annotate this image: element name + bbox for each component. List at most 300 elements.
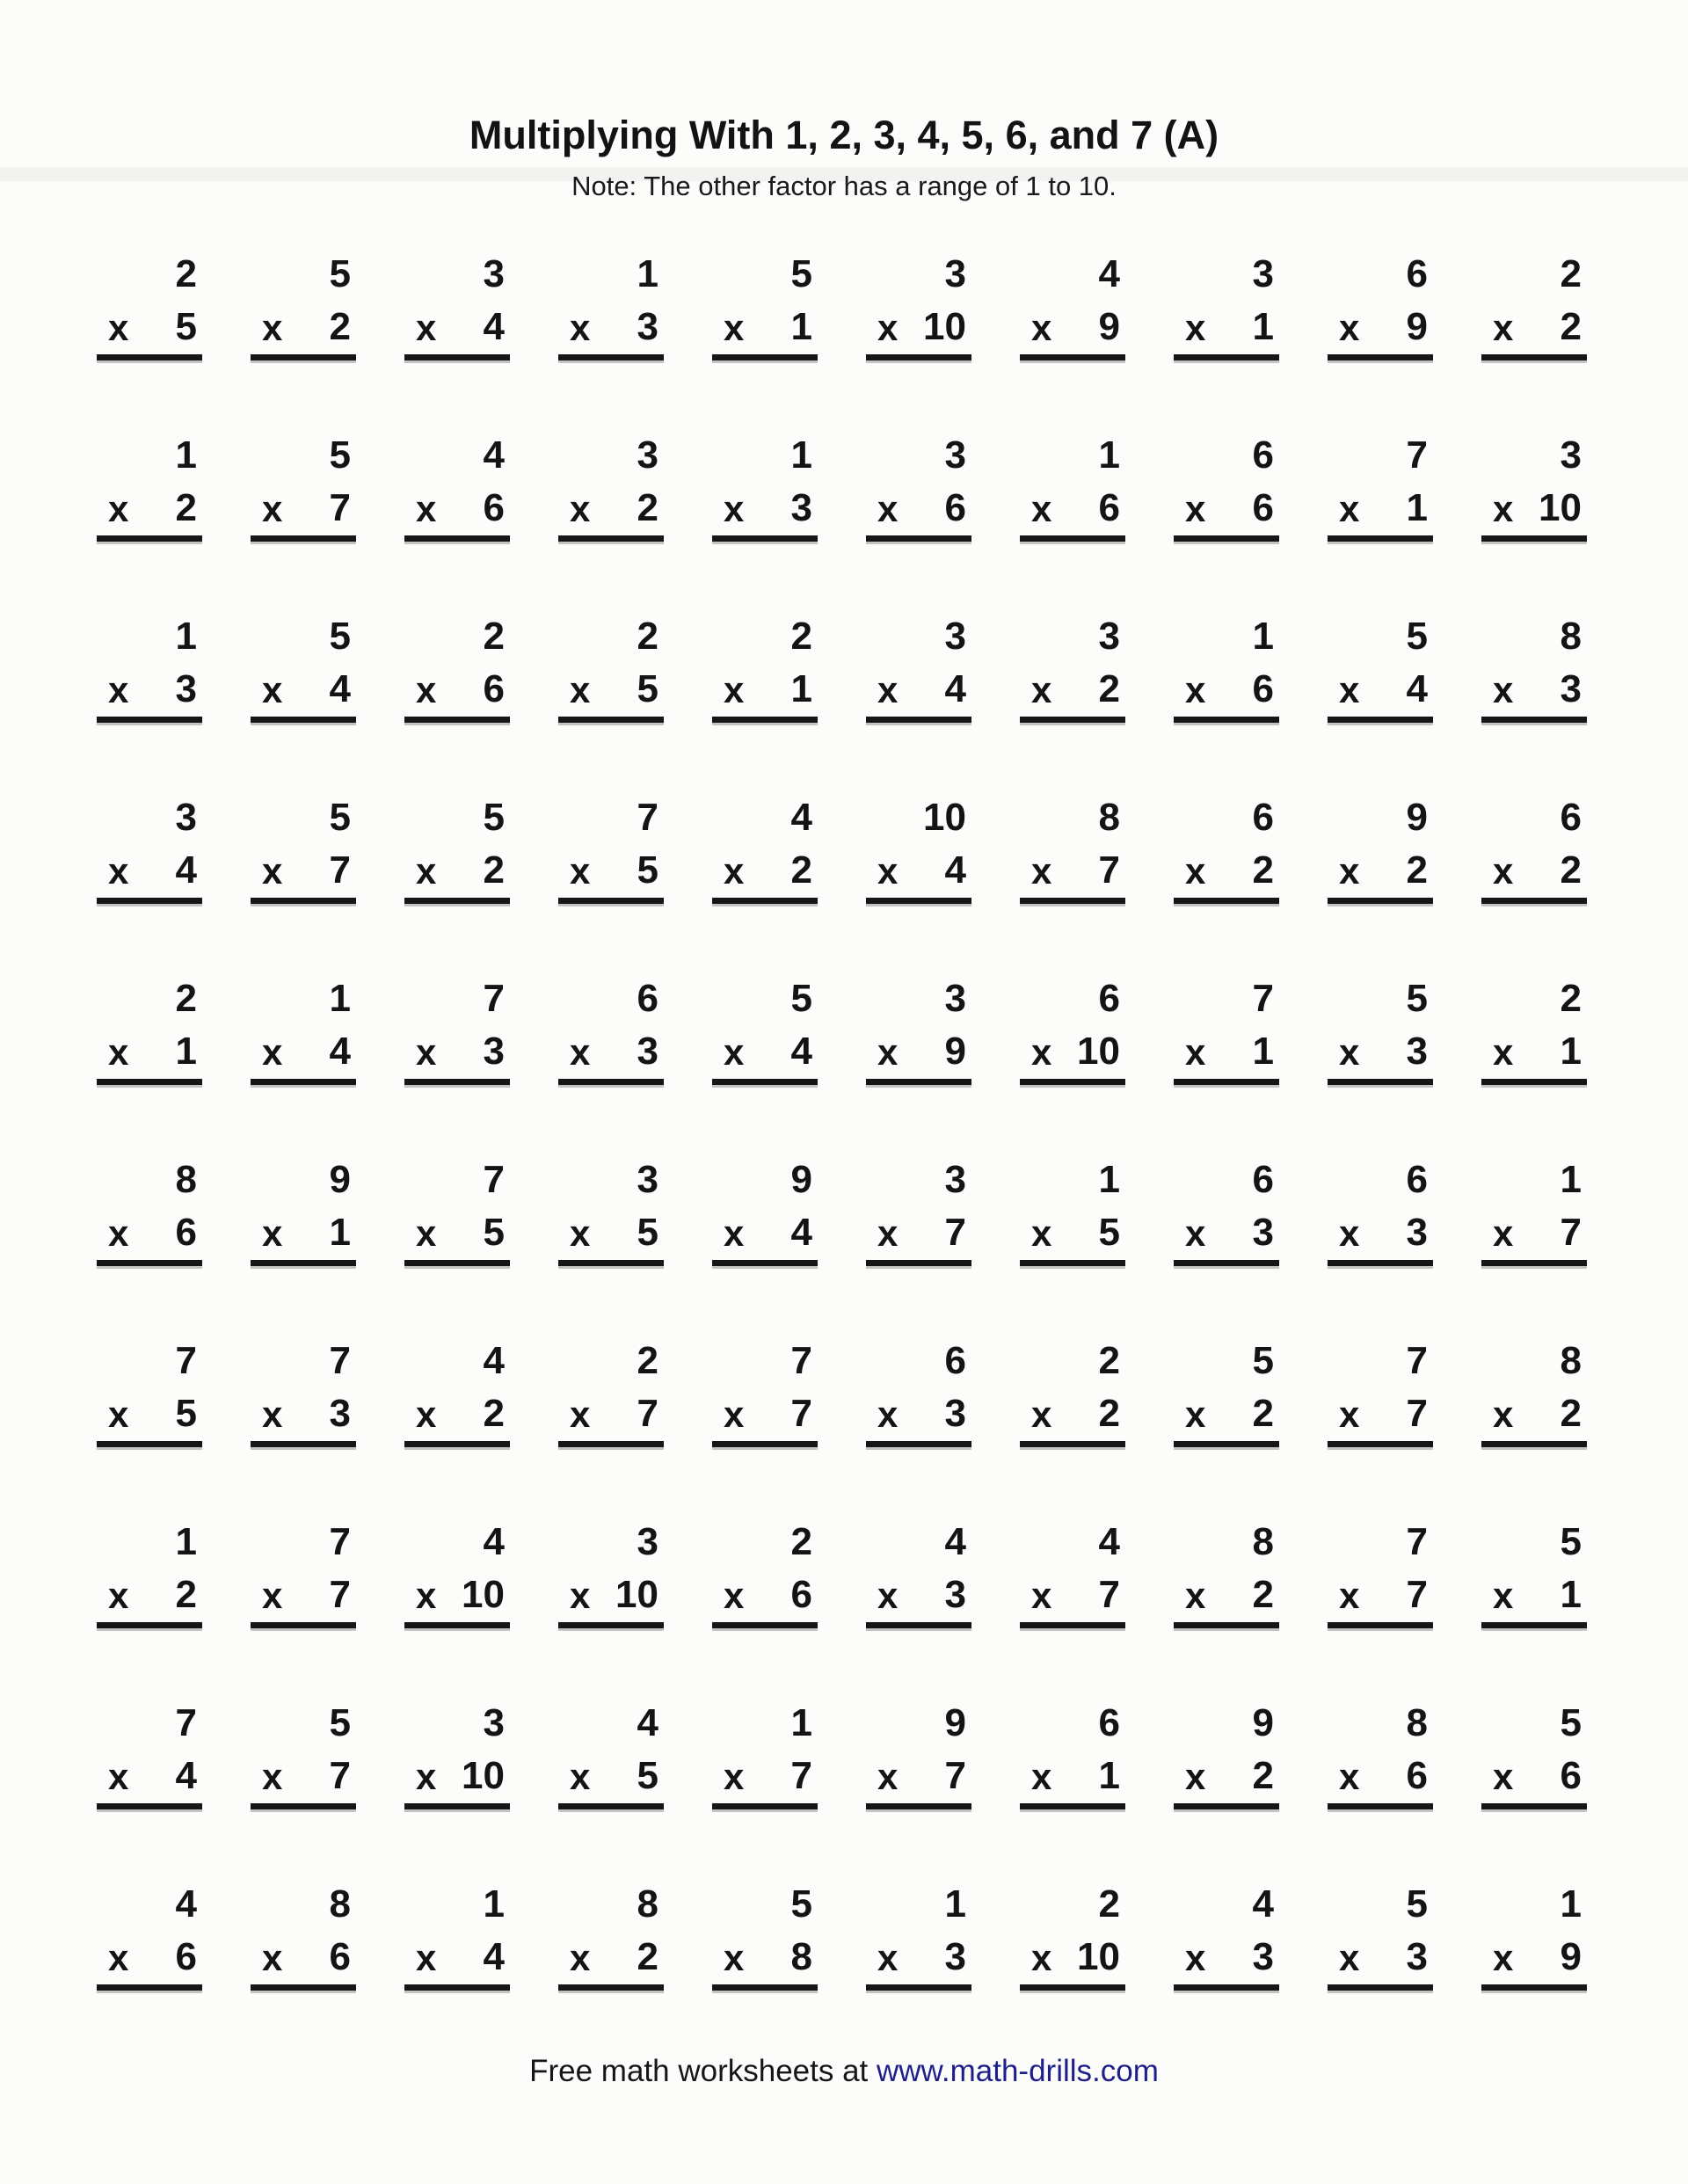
multiplier-row bbox=[1020, 305, 1125, 360]
multiply-sign: x bbox=[1185, 1937, 1206, 1978]
multiplier-row bbox=[97, 1213, 202, 1266]
multiplier-row bbox=[404, 1573, 510, 1628]
problem-cell bbox=[1481, 433, 1587, 542]
problem-cell bbox=[251, 617, 356, 723]
multiplier-row bbox=[712, 486, 818, 542]
multiply-sign: x bbox=[724, 1756, 745, 1797]
multiplier: 3 bbox=[1252, 1211, 1274, 1254]
multiplicand: 6 bbox=[637, 977, 658, 1020]
multiplier: 1 bbox=[1252, 1030, 1274, 1073]
multiplier: 3 bbox=[483, 1030, 505, 1073]
problem-cell bbox=[1020, 1520, 1125, 1628]
multiplier: 3 bbox=[944, 1392, 966, 1435]
multiplier-row bbox=[1481, 848, 1587, 904]
multiply-sign: x bbox=[108, 669, 129, 710]
multiplier: 7 bbox=[1406, 1573, 1428, 1616]
problem-cell bbox=[558, 252, 664, 360]
multiply-sign: x bbox=[1185, 1394, 1206, 1435]
multiplicand: 4 bbox=[944, 1520, 966, 1563]
multiplier-row bbox=[1328, 1935, 1433, 1991]
multiplier: 5 bbox=[175, 305, 197, 348]
multiplier-row bbox=[1020, 848, 1125, 904]
problem-cell bbox=[1328, 1520, 1433, 1628]
multiplier: 2 bbox=[1560, 848, 1582, 892]
problem-cell bbox=[1174, 1158, 1279, 1266]
multiplier: 2 bbox=[483, 848, 505, 892]
problem-cell bbox=[251, 1701, 356, 1809]
multiply-sign: x bbox=[1493, 1937, 1514, 1978]
multiply-sign: x bbox=[877, 488, 899, 529]
multiplier: 3 bbox=[175, 667, 197, 710]
problem-cell bbox=[712, 1520, 818, 1628]
multiplicand: 4 bbox=[790, 796, 812, 839]
multiply-sign: x bbox=[1031, 669, 1052, 710]
multiplier-row bbox=[558, 1935, 664, 1991]
multiplier-row bbox=[1020, 1573, 1125, 1628]
multiplier-row bbox=[404, 1032, 510, 1085]
problem-cell bbox=[1328, 1158, 1433, 1266]
multiply-sign: x bbox=[1339, 1394, 1360, 1435]
multiplicand: 5 bbox=[329, 433, 351, 477]
multiplier: 7 bbox=[329, 486, 351, 529]
multiply-sign: x bbox=[877, 1575, 899, 1616]
multiplicand: 4 bbox=[637, 1701, 658, 1744]
problem-cell bbox=[1481, 979, 1587, 1085]
multiplier: 7 bbox=[790, 1754, 812, 1797]
problem-cell bbox=[1328, 433, 1433, 542]
multiply-sign: x bbox=[1339, 1031, 1360, 1073]
multiply-sign: x bbox=[416, 1575, 437, 1616]
multiplier-row bbox=[1328, 848, 1433, 904]
multiply-sign: x bbox=[262, 307, 283, 348]
multiplier: 2 bbox=[175, 1573, 197, 1616]
multiplier-row bbox=[1174, 667, 1279, 723]
multiplier-row bbox=[712, 848, 818, 904]
multiply-sign: x bbox=[1031, 850, 1052, 892]
multiplier-row bbox=[1328, 305, 1433, 360]
multiplicand: 5 bbox=[1406, 1882, 1428, 1926]
multiplicand: 2 bbox=[637, 1339, 658, 1382]
multiplier: 7 bbox=[944, 1754, 966, 1797]
multiplicand: 1 bbox=[175, 615, 197, 658]
multiplier-row bbox=[712, 305, 818, 360]
multiplier: 3 bbox=[1560, 667, 1582, 710]
problem-cell bbox=[1020, 798, 1125, 904]
multiplier: 2 bbox=[483, 1392, 505, 1435]
problem-cell bbox=[404, 433, 510, 542]
multiplier-row bbox=[404, 1754, 510, 1809]
multiplicand: 7 bbox=[1406, 433, 1428, 477]
multiplier-row bbox=[712, 1394, 818, 1447]
problem-cell bbox=[712, 433, 818, 542]
multiply-sign: x bbox=[108, 1756, 129, 1797]
multiplier-row bbox=[97, 1573, 202, 1628]
problem-cell bbox=[1174, 433, 1279, 542]
multiplicand: 2 bbox=[1560, 252, 1582, 295]
multiplier: 5 bbox=[1098, 1211, 1120, 1254]
multiply-sign: x bbox=[724, 1937, 745, 1978]
multiplier: 2 bbox=[1406, 848, 1428, 892]
multiply-sign: x bbox=[877, 307, 899, 348]
multiplicand: 7 bbox=[1406, 1339, 1428, 1382]
multiplier: 9 bbox=[1406, 305, 1428, 348]
multiply-sign: x bbox=[724, 850, 745, 892]
multiplier: 5 bbox=[483, 1211, 505, 1254]
multiply-sign: x bbox=[724, 1575, 745, 1616]
problem-cell bbox=[1020, 433, 1125, 542]
multiplier: 3 bbox=[1406, 1030, 1428, 1073]
multiply-sign: x bbox=[262, 1394, 283, 1435]
multiplicand: 9 bbox=[944, 1701, 966, 1744]
multiplier-row bbox=[1328, 1573, 1433, 1628]
multiplier-row bbox=[97, 1754, 202, 1809]
multiply-sign: x bbox=[570, 488, 591, 529]
problem-cell bbox=[404, 1882, 510, 1991]
multiplier: 2 bbox=[1560, 1392, 1582, 1435]
problem-cell bbox=[1481, 1520, 1587, 1628]
multiply-sign: x bbox=[877, 1394, 899, 1435]
problem-cell bbox=[97, 1158, 202, 1266]
multiplicand: 8 bbox=[1406, 1701, 1428, 1744]
problem-cell bbox=[1481, 1158, 1587, 1266]
problem-cell bbox=[97, 1520, 202, 1628]
multiplicand: 3 bbox=[944, 433, 966, 477]
multiplicand: 1 bbox=[790, 433, 812, 477]
multiplier: 3 bbox=[329, 1392, 351, 1435]
multiply-sign: x bbox=[1493, 1031, 1514, 1073]
problem-cell bbox=[251, 1520, 356, 1628]
multiplier: 7 bbox=[1098, 1573, 1120, 1616]
multiplier-row bbox=[1328, 667, 1433, 723]
multiplicand: 4 bbox=[1098, 1520, 1120, 1563]
problem-cell bbox=[712, 798, 818, 904]
multiplier-row bbox=[1174, 848, 1279, 904]
multiply-sign: x bbox=[1031, 1756, 1052, 1797]
multiply-sign: x bbox=[1339, 1937, 1360, 1978]
multiplier-row bbox=[97, 305, 202, 360]
multiplicand: 3 bbox=[1560, 433, 1582, 477]
multiplicand: 4 bbox=[175, 1882, 197, 1926]
problem-cell bbox=[404, 617, 510, 723]
problem-cell bbox=[1020, 979, 1125, 1085]
problem-cell bbox=[97, 798, 202, 904]
multiply-sign: x bbox=[1493, 669, 1514, 710]
problem-cell bbox=[1328, 1701, 1433, 1809]
multiplicand: 7 bbox=[790, 1339, 812, 1382]
multiply-sign: x bbox=[1339, 1756, 1360, 1797]
multiplier: 3 bbox=[944, 1935, 966, 1978]
multiplier-row bbox=[558, 486, 664, 542]
multiplier: 7 bbox=[329, 1573, 351, 1616]
multiplicand: 1 bbox=[1098, 433, 1120, 477]
multiplicand: 7 bbox=[1252, 977, 1274, 1020]
problem-cell bbox=[251, 798, 356, 904]
multiplicand: 10 bbox=[923, 796, 966, 839]
multiplier: 7 bbox=[637, 1392, 658, 1435]
multiplier-row bbox=[1328, 1394, 1433, 1447]
multiplier-row bbox=[1481, 1032, 1587, 1085]
multiplier-row bbox=[1174, 1935, 1279, 1991]
multiplier-row bbox=[1020, 486, 1125, 542]
page-title: Multiplying With 1, 2, 3, 4, 5, 6, and 7 (A) bbox=[469, 113, 1219, 157]
multiplicand: 7 bbox=[483, 977, 505, 1020]
multiplier-row bbox=[1174, 305, 1279, 360]
multiply-sign: x bbox=[416, 488, 437, 529]
problem-cell bbox=[97, 433, 202, 542]
multiplier-row bbox=[558, 1573, 664, 1628]
multiplicand: 5 bbox=[1560, 1701, 1582, 1744]
problem-cell bbox=[1020, 1339, 1125, 1447]
problem-cell bbox=[558, 1701, 664, 1809]
multiplier-row bbox=[712, 1573, 818, 1628]
multiplier: 2 bbox=[1560, 305, 1582, 348]
problem-cell bbox=[1174, 1339, 1279, 1447]
multiply-sign: x bbox=[1339, 1575, 1360, 1616]
multiply-sign: x bbox=[1339, 488, 1360, 529]
problem-cell bbox=[1174, 798, 1279, 904]
multiplier: 6 bbox=[175, 1211, 197, 1254]
multiplicand: 5 bbox=[790, 1882, 812, 1926]
multiplicand: 4 bbox=[1098, 252, 1120, 295]
problem-cell bbox=[712, 617, 818, 723]
multiplier-row bbox=[558, 848, 664, 904]
multiplier: 2 bbox=[637, 486, 658, 529]
multiplier: 3 bbox=[1252, 1935, 1274, 1978]
multiplier-row bbox=[97, 848, 202, 904]
problem-cell bbox=[866, 979, 971, 1085]
multiplier: 10 bbox=[462, 1573, 505, 1616]
multiplier: 1 bbox=[329, 1211, 351, 1254]
multiply-sign: x bbox=[262, 1212, 283, 1254]
multiplier: 1 bbox=[1252, 305, 1274, 348]
multiply-sign: x bbox=[1031, 1394, 1052, 1435]
problem-cell bbox=[251, 1339, 356, 1447]
multiplicand: 3 bbox=[637, 1158, 658, 1201]
multiplier-row bbox=[1481, 1213, 1587, 1266]
multiply-sign: x bbox=[1493, 850, 1514, 892]
multiplier: 4 bbox=[944, 848, 966, 892]
multiplier-row bbox=[1020, 1032, 1125, 1085]
problem-cell bbox=[1020, 252, 1125, 360]
problem-cell bbox=[251, 433, 356, 542]
problem-cell bbox=[712, 1882, 818, 1991]
multiply-sign: x bbox=[1493, 1394, 1514, 1435]
multiplier: 8 bbox=[790, 1935, 812, 1978]
problem-cell bbox=[1174, 1882, 1279, 1991]
multiply-sign: x bbox=[108, 850, 129, 892]
multiplier: 7 bbox=[1098, 848, 1120, 892]
multiply-sign: x bbox=[1031, 1212, 1052, 1254]
multiply-sign: x bbox=[877, 850, 899, 892]
multiply-sign: x bbox=[262, 1937, 283, 1978]
multiplier: 10 bbox=[1077, 1030, 1120, 1073]
multiplicand: 4 bbox=[1252, 1882, 1274, 1926]
problem-cell bbox=[1020, 1882, 1125, 1991]
multiplier: 1 bbox=[790, 305, 812, 348]
multiplicand: 3 bbox=[1098, 615, 1120, 658]
multiplier: 1 bbox=[790, 667, 812, 710]
footer bbox=[0, 2054, 1688, 2089]
multiplier: 1 bbox=[1098, 1754, 1120, 1797]
multiplier-row bbox=[1020, 1213, 1125, 1266]
multiply-sign: x bbox=[262, 1031, 283, 1073]
multiplier-row bbox=[1174, 1394, 1279, 1447]
multiply-sign: x bbox=[1031, 307, 1052, 348]
multiplier-row bbox=[866, 486, 971, 542]
problem-cell bbox=[866, 252, 971, 360]
multiply-sign: x bbox=[416, 1394, 437, 1435]
multiplier: 10 bbox=[923, 305, 966, 348]
multiplier-row bbox=[251, 1213, 356, 1266]
multiplicand: 2 bbox=[1098, 1882, 1120, 1926]
problem-cell bbox=[404, 979, 510, 1085]
multiplicand: 5 bbox=[329, 1701, 351, 1744]
multiplicand: 1 bbox=[944, 1882, 966, 1926]
multiply-sign: x bbox=[1031, 488, 1052, 529]
multiplicand: 7 bbox=[329, 1520, 351, 1563]
multiplier-row bbox=[558, 305, 664, 360]
multiplier-row bbox=[866, 305, 971, 360]
multiply-sign: x bbox=[1493, 307, 1514, 348]
multiplier: 10 bbox=[462, 1754, 505, 1797]
problem-cell bbox=[404, 1701, 510, 1809]
problem-cell bbox=[1328, 252, 1433, 360]
multiply-sign: x bbox=[877, 1212, 899, 1254]
multiplicand: 3 bbox=[944, 977, 966, 1020]
multiply-sign: x bbox=[108, 1212, 129, 1254]
multiplier-row bbox=[866, 1032, 971, 1085]
multiplier-row bbox=[712, 667, 818, 723]
multiply-sign: x bbox=[1185, 1031, 1206, 1073]
multiplier: 6 bbox=[1560, 1754, 1582, 1797]
multiplier-row bbox=[97, 1935, 202, 1991]
multiply-sign: x bbox=[724, 1212, 745, 1254]
multiplier-row bbox=[558, 1394, 664, 1447]
multiplier: 4 bbox=[483, 1935, 505, 1978]
multiplier-row bbox=[712, 1213, 818, 1266]
multiplier-row bbox=[1174, 1213, 1279, 1266]
multiplicand: 5 bbox=[1406, 977, 1428, 1020]
multiplicand: 1 bbox=[175, 1520, 197, 1563]
multiplicand: 5 bbox=[1560, 1520, 1582, 1563]
multiplier-row bbox=[404, 1213, 510, 1266]
multiply-sign: x bbox=[1031, 1937, 1052, 1978]
multiply-sign: x bbox=[877, 1031, 899, 1073]
multiply-sign: x bbox=[416, 1031, 437, 1073]
multiplicand: 5 bbox=[790, 252, 812, 295]
multiplicand: 8 bbox=[1560, 1339, 1582, 1382]
multiplicand: 1 bbox=[483, 1882, 505, 1926]
multiplier-row bbox=[404, 305, 510, 360]
multiplier: 7 bbox=[329, 848, 351, 892]
multiplier-row bbox=[251, 1935, 356, 1991]
problem-cell bbox=[1481, 798, 1587, 904]
multiplier-row bbox=[1481, 667, 1587, 723]
multiplicand: 8 bbox=[329, 1882, 351, 1926]
problem-cell bbox=[251, 1882, 356, 1991]
worksheet-header bbox=[0, 0, 1688, 202]
multiplier-row bbox=[712, 1032, 818, 1085]
problem-cell bbox=[1174, 1701, 1279, 1809]
multiply-sign: x bbox=[1339, 669, 1360, 710]
multiplicand: 6 bbox=[1252, 796, 1274, 839]
multiplicand: 5 bbox=[329, 252, 351, 295]
problem-cell bbox=[866, 617, 971, 723]
multiplier: 9 bbox=[1560, 1935, 1582, 1978]
problem-cell bbox=[1481, 1882, 1587, 1991]
multiplicand: 3 bbox=[637, 1520, 658, 1563]
multiply-sign: x bbox=[570, 1575, 591, 1616]
multiply-sign: x bbox=[1339, 1212, 1360, 1254]
problem-cell bbox=[712, 1158, 818, 1266]
multiply-sign: x bbox=[262, 1756, 283, 1797]
problem-cell bbox=[558, 617, 664, 723]
multiplier: 1 bbox=[1560, 1030, 1582, 1073]
multiplier-row bbox=[1481, 1935, 1587, 1991]
problem-cell bbox=[558, 433, 664, 542]
multiply-sign: x bbox=[570, 1394, 591, 1435]
multiplier: 3 bbox=[1406, 1935, 1428, 1978]
multiplicand: 7 bbox=[637, 796, 658, 839]
multiplier: 4 bbox=[329, 667, 351, 710]
multiplicand: 5 bbox=[790, 977, 812, 1020]
math-drills-link[interactable]: www.math-drills.com bbox=[877, 2054, 1159, 2088]
multiplier-row bbox=[404, 667, 510, 723]
multiplier-row bbox=[866, 667, 971, 723]
multiplier-row bbox=[1481, 1394, 1587, 1447]
problem-cell bbox=[866, 1339, 971, 1447]
problem-cell bbox=[1481, 617, 1587, 723]
problem-cell bbox=[558, 979, 664, 1085]
multiply-sign: x bbox=[1185, 488, 1206, 529]
multiplier: 2 bbox=[329, 305, 351, 348]
problem-cell bbox=[866, 1882, 971, 1991]
multiplier-row bbox=[866, 1394, 971, 1447]
multiply-sign: x bbox=[416, 1937, 437, 1978]
problem-cell bbox=[558, 1339, 664, 1447]
multiplier: 7 bbox=[1560, 1211, 1582, 1254]
multiply-sign: x bbox=[1339, 307, 1360, 348]
footer-text: Free math worksheets at bbox=[529, 2054, 877, 2088]
multiplier: 10 bbox=[615, 1573, 658, 1616]
multiplicand: 9 bbox=[1252, 1701, 1274, 1744]
multiplier: 5 bbox=[637, 667, 658, 710]
multiplier: 1 bbox=[1406, 486, 1428, 529]
multiplicand: 1 bbox=[637, 252, 658, 295]
multiplier: 10 bbox=[1077, 1935, 1120, 1978]
multiplier: 6 bbox=[1252, 486, 1274, 529]
multiplier: 2 bbox=[1252, 1573, 1274, 1616]
multiplier: 7 bbox=[1406, 1392, 1428, 1435]
multiplicand: 7 bbox=[1406, 1520, 1428, 1563]
multiplier-row bbox=[97, 486, 202, 542]
multiplier: 4 bbox=[790, 1030, 812, 1073]
multiplier: 2 bbox=[1098, 667, 1120, 710]
problem-cell bbox=[1020, 1158, 1125, 1266]
multiplier-row bbox=[251, 1573, 356, 1628]
multiplicand: 7 bbox=[175, 1339, 197, 1382]
multiplicand: 3 bbox=[944, 615, 966, 658]
multiplier: 6 bbox=[175, 1935, 197, 1978]
problem-cell bbox=[558, 1158, 664, 1266]
problem-cell bbox=[866, 1158, 971, 1266]
multiplier: 5 bbox=[637, 1754, 658, 1797]
multiply-sign: x bbox=[724, 307, 745, 348]
problem-cell bbox=[1481, 1701, 1587, 1809]
multiplier: 4 bbox=[790, 1211, 812, 1254]
multiplier-row bbox=[251, 486, 356, 542]
multiply-sign: x bbox=[570, 850, 591, 892]
